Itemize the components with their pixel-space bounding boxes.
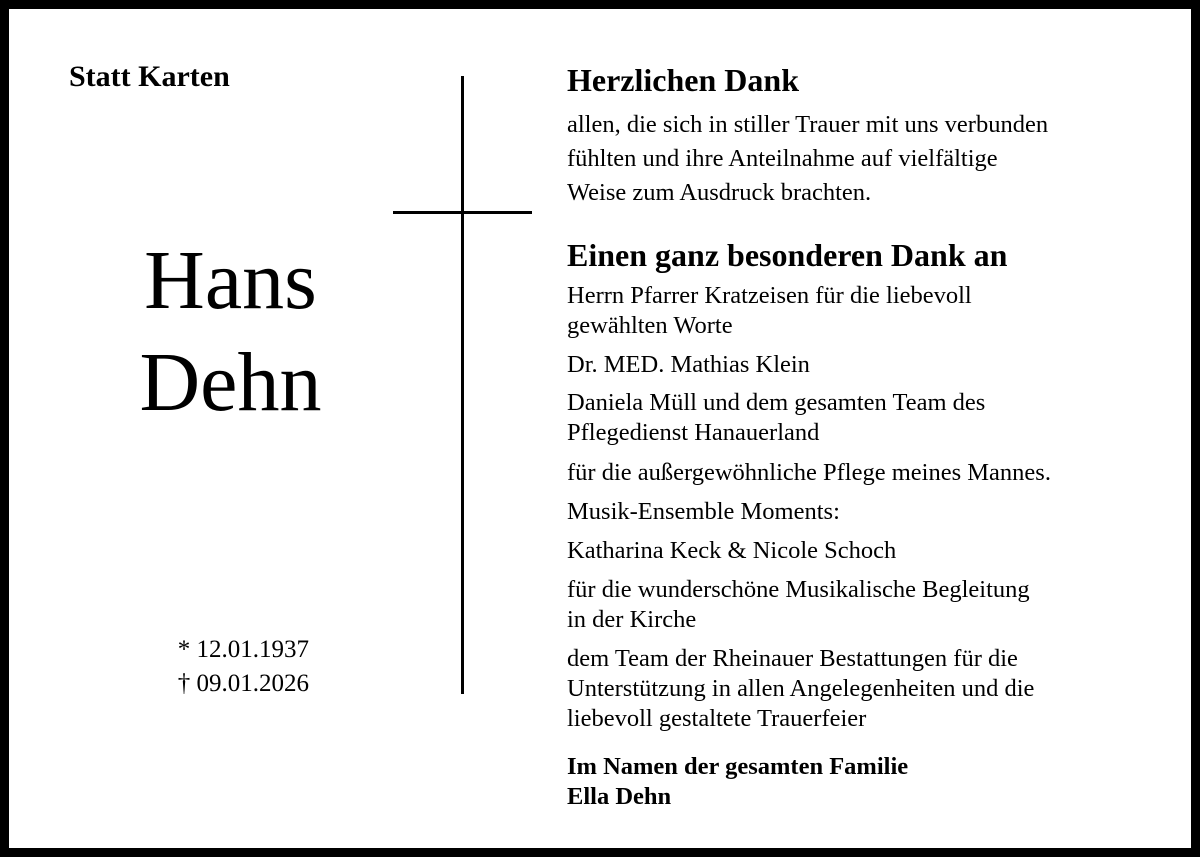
thanks-line: Daniela Müll und dem gesamten Team des bbox=[567, 389, 986, 416]
thanks-line: dem Team der Rheinauer Bestattungen für die bbox=[567, 645, 1018, 672]
signature-line: Im Namen der gesamten Familie bbox=[567, 753, 909, 780]
cross-horizontal-bar bbox=[393, 211, 532, 214]
birth-date: * 12.01.1937 bbox=[177, 636, 309, 663]
thanks-line: liebevoll gestaltete Trauerfeier bbox=[567, 705, 867, 732]
special-thanks-heading: Einen ganz besonderen Dank an bbox=[567, 237, 1008, 273]
thanks-line: für die außergewöhnliche Pflege meines Mannes. bbox=[567, 459, 1051, 486]
deceased-last-name: Dehn bbox=[139, 336, 322, 429]
thanks-line: Dr. MED. Mathias Klein bbox=[567, 351, 810, 378]
intro-line: Weise zum Ausdruck brachten. bbox=[567, 179, 872, 206]
thanks-line: Herrn Pfarrer Kratzeisen für die liebevoll bbox=[567, 282, 972, 309]
thanks-line: Musik-Ensemble Moments: bbox=[567, 498, 840, 525]
deceased-first-name: Hans bbox=[144, 234, 317, 327]
thanks-line: gewählten Worte bbox=[567, 312, 733, 339]
thanks-line: Unterstützung in allen Angelegenheiten und die bbox=[567, 675, 1035, 702]
thanks-line: Katharina Keck & Nicole Schoch bbox=[567, 537, 897, 564]
thanks-line: für die wunderschöne Musikalische Begleitung bbox=[567, 576, 1030, 603]
thanks-heading: Herzlichen Dank bbox=[567, 62, 799, 98]
thanks-line: in der Kirche bbox=[567, 606, 697, 633]
signature-name: Ella Dehn bbox=[567, 783, 672, 810]
death-date: † 09.01.2026 bbox=[177, 670, 309, 697]
intro-line: allen, die sich in stiller Trauer mit uns verbunden bbox=[567, 111, 1049, 138]
cross-vertical-bar bbox=[461, 76, 464, 694]
intro-line: fühlten und ihre Anteilnahme auf vielfältige bbox=[567, 145, 998, 172]
statt-karten-header: Statt Karten bbox=[69, 60, 230, 93]
thanks-line: Pflegedienst Hanauerland bbox=[567, 419, 820, 446]
